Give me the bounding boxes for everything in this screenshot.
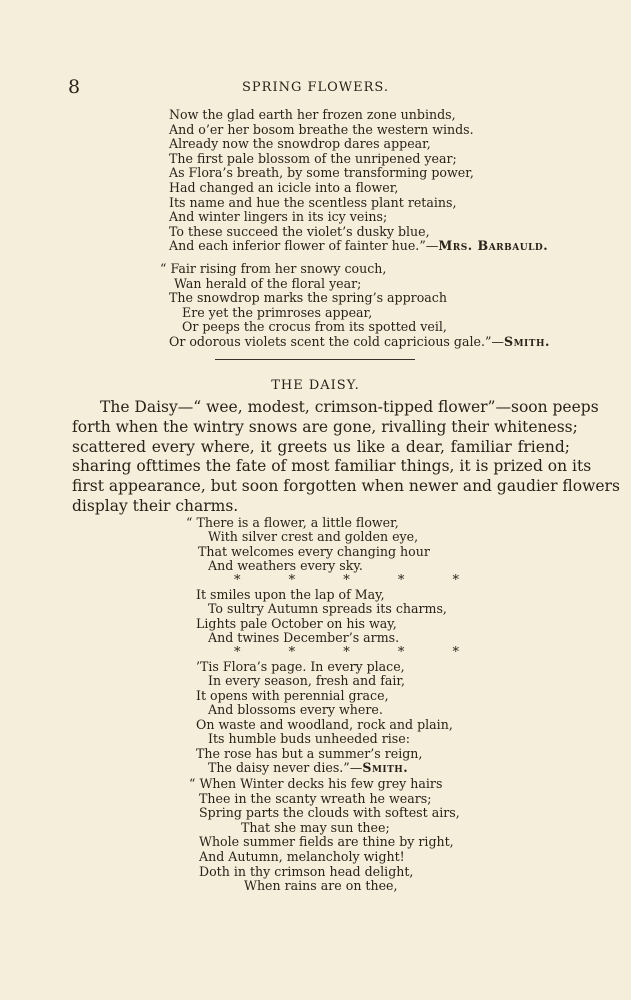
verse-line: And blossoms every where. — [208, 702, 383, 718]
attribution: Smith. — [362, 759, 409, 775]
verse-line: And twines December’s arms. — [208, 630, 400, 646]
verse-line: The rose has but a summer’s reign, — [196, 745, 423, 761]
prose-line: display their charms. — [72, 496, 239, 515]
verse-line: Ere yet the primroses appear, — [182, 304, 373, 320]
prose-line: first appearance, but soon forgotten when newer and gaudier flowers — [72, 477, 620, 496]
verse-line: Lights pale October on his way, — [196, 615, 397, 631]
verse-line: With silver crest and golden eye, — [208, 529, 419, 545]
verse-text: The daisy never dies.”— — [208, 759, 363, 775]
verse-line: On waste and woodland, rock and plain, — [196, 716, 453, 732]
attribution: Mrs. Barbauld. — [438, 238, 549, 254]
verse-line: That welcomes every changing hour — [198, 543, 430, 559]
verse-line: Or peeps the crocus from its spotted veil, — [182, 319, 447, 335]
verse-line — [186, 761, 481, 775]
verse-line: Already now the snowdrop dares appear, — [169, 136, 431, 152]
verse-line: And Autumn, melancholy wight! — [199, 848, 405, 864]
verse-line — [160, 335, 550, 350]
verse-line: “ When Winter decks his few grey hairs — [189, 776, 443, 791]
verse-line: To these succeed the violet’s dusky blue, — [169, 223, 430, 239]
poem-smith-daisy — [186, 516, 481, 775]
verse-line: Its name and hue the scentless plant retains, — [169, 194, 457, 210]
verse-line: Spring parts the clouds with softest airs, — [199, 805, 460, 821]
running-head: SPRING FLOWERS. — [242, 80, 389, 95]
poem-smith-snowdrop — [160, 262, 550, 350]
section-divider — [215, 359, 415, 360]
prose-line: forth when the wintry snows are gone, rivalling their whiteness; — [72, 417, 578, 436]
verse-line: It opens with perennial grace, — [196, 687, 389, 703]
daisy-paragraph — [72, 398, 620, 517]
verse-line — [169, 239, 548, 254]
verse-line: The first pale blossom of the unripened year; — [169, 150, 457, 166]
asterism: * * * * * — [234, 644, 482, 660]
verse-line: And winter lingers in its icy veins; — [169, 209, 388, 225]
verse-line: The snowdrop marks the spring’s approach — [169, 290, 447, 306]
verse-line: “ There is a flower, a little flower, — [186, 515, 399, 530]
verse-line: When rains are on thee, — [244, 878, 398, 894]
verse-line: ’Tis Flora’s page. In every place, — [196, 659, 405, 675]
asterism: * * * * * — [234, 572, 482, 588]
poem-winter-daisy — [189, 777, 460, 894]
section-title: THE DAISY. — [271, 378, 360, 393]
verse-line: And weathers every sky. — [208, 558, 363, 574]
verse-text: Or odorous violets scent the cold capricious gale.”— — [169, 333, 504, 349]
poem-barbauld — [169, 108, 548, 254]
prose-line: The Daisy—“ wee, modest, crimson-tipped flower”—soon peeps — [100, 398, 599, 416]
verse-line: Wan herald of the floral year; — [174, 275, 362, 291]
verse-line: Thee in the scanty wreath he wears; — [199, 790, 432, 806]
verse-line: Now the glad earth her frozen zone unbinds, — [169, 107, 456, 122]
prose-line: sharing ofttimes the fate of most familiar things, it is prized on its — [72, 457, 592, 476]
verse-line: That she may sun thee; — [241, 819, 390, 835]
verse-line: It smiles upon the lap of May, — [196, 587, 385, 603]
attribution: Smith. — [503, 333, 550, 349]
verse-line: Doth in thy crimson head delight, — [199, 863, 414, 879]
verse-line: “ Fair rising from her snowy couch, — [160, 261, 387, 276]
verse-line: As Flora’s breath, by some transforming power, — [169, 165, 474, 181]
verse-line: Its humble buds unheeded rise: — [208, 731, 410, 747]
verse-line: Whole summer fields are thine by right, — [199, 834, 454, 850]
verse-line: Had changed an icicle into a flower, — [169, 179, 399, 195]
verse-line: In every season, fresh and fair, — [208, 673, 406, 689]
verse-text: And each inferior flower of fainter hue.”— — [169, 238, 439, 254]
verse-line: And o’er her bosom breathe the western winds. — [169, 121, 474, 137]
prose-line: scattered every where, it greets us like a dear, familiar friend; — [72, 437, 570, 456]
verse-line: To sultry Autumn spreads its charms, — [208, 601, 447, 617]
page-number: 8 — [68, 76, 81, 98]
